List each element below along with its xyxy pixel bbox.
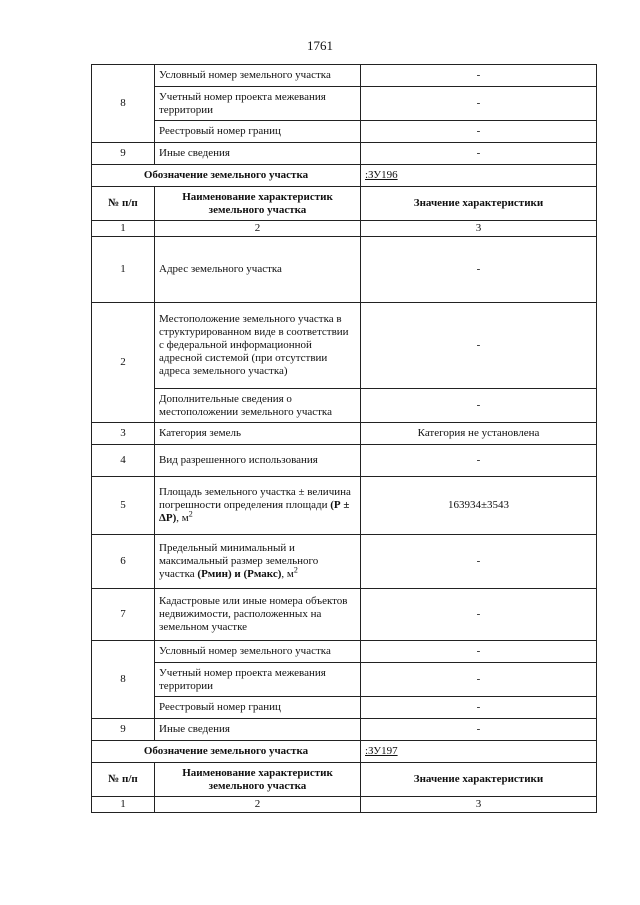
row-label: Условный номер земельного участка — [155, 641, 361, 663]
table-row — [92, 121, 597, 143]
unit-label: , м — [176, 512, 189, 524]
row-number: 1 — [92, 237, 155, 303]
row-label — [155, 477, 361, 535]
row-label: Кадастровые или иные номера объектов недвижимости, расположенных на земельном участке — [155, 589, 361, 641]
row-value: Категория не установлена — [361, 423, 597, 445]
table-row — [92, 389, 597, 423]
unit-superscript: 2 — [293, 565, 298, 575]
header-characteristic: Наименование характеристик земельного участка — [155, 187, 361, 221]
page-number: 1761 — [307, 38, 333, 53]
row-value: - — [361, 389, 597, 423]
header-value: Значение характеристики — [361, 763, 597, 797]
row-label — [155, 535, 361, 589]
row-label: Категория земель — [155, 423, 361, 445]
designation-label: Обозначение земельного участка — [92, 165, 361, 187]
row-value: 163934±3543 — [361, 477, 597, 535]
header-number: № п/п — [92, 763, 155, 797]
table-row — [92, 303, 597, 389]
unit-label: , м — [281, 568, 294, 580]
row-label: Учетный номер проекта межевания территории — [155, 87, 361, 121]
row-number: 9 — [92, 143, 155, 165]
row-value: - — [361, 663, 597, 697]
row-value: - — [361, 719, 597, 741]
designation-row — [92, 741, 597, 763]
row-label: Условный номер земельного участка — [155, 65, 361, 87]
row-label: Адрес земельного участка — [155, 237, 361, 303]
designation-value: :ЗУ196 — [361, 165, 597, 187]
row-label: Иные сведения — [155, 719, 361, 741]
table-row — [92, 143, 597, 165]
row-label-main: Площадь земельного участка ± величина погрешности определения площади — [159, 486, 351, 511]
row-label: Учетный номер проекта межевания территории — [155, 663, 361, 697]
row-number: 8 — [92, 641, 155, 719]
column-number: 3 — [361, 797, 597, 813]
row-value: - — [361, 121, 597, 143]
row-value: - — [361, 303, 597, 389]
row-number: 3 — [92, 423, 155, 445]
row-value: - — [361, 237, 597, 303]
table-row — [92, 589, 597, 641]
header-number: № п/п — [92, 187, 155, 221]
column-number: 3 — [361, 221, 597, 237]
designation-label: Обозначение земельного участка — [92, 741, 361, 763]
row-label: Иные сведения — [155, 143, 361, 165]
row-value: - — [361, 697, 597, 719]
row-number: 9 — [92, 719, 155, 741]
header-value: Значение характеристики — [361, 187, 597, 221]
table-row — [92, 237, 597, 303]
row-label: Реестровый номер границ — [155, 697, 361, 719]
designation-value: :ЗУ197 — [361, 741, 597, 763]
row-label: Вид разрешенного использования — [155, 445, 361, 477]
row-label: Реестровый номер границ — [155, 121, 361, 143]
row-number: 5 — [92, 477, 155, 535]
designation-row — [92, 165, 597, 187]
table-row — [92, 641, 597, 663]
area-formula: (Р ± ΔР) — [159, 499, 350, 524]
table-row — [92, 535, 597, 589]
row-value: - — [361, 589, 597, 641]
table-row — [92, 423, 597, 445]
row-label: Дополнительные сведения о местоположении земельного участка — [155, 389, 361, 423]
unit-superscript: 2 — [188, 509, 193, 519]
column-number: 2 — [155, 221, 361, 237]
row-number: 7 — [92, 589, 155, 641]
size-formula: (Рмин) и (Рмакс) — [197, 568, 282, 580]
row-number: 4 — [92, 445, 155, 477]
column-number: 1 — [92, 797, 155, 813]
column-numbering-row — [92, 221, 597, 237]
table-row — [92, 663, 597, 697]
row-value: - — [361, 641, 597, 663]
column-number: 1 — [92, 221, 155, 237]
row-value: - — [361, 535, 597, 589]
row-number: 8 — [92, 65, 155, 143]
row-value: - — [361, 143, 597, 165]
table-row — [92, 65, 597, 87]
table-row — [92, 87, 597, 121]
row-label-main: Предельный минимальный и максимальный размер земельного участка — [159, 542, 319, 580]
column-numbering-row — [92, 797, 597, 813]
land-plot-table — [91, 64, 597, 813]
row-value: - — [361, 65, 597, 87]
row-value: - — [361, 87, 597, 121]
table-row — [92, 445, 597, 477]
table-row — [92, 477, 597, 535]
row-value: - — [361, 445, 597, 477]
header-row — [92, 763, 597, 797]
table-row — [92, 719, 597, 741]
table-row — [92, 697, 597, 719]
row-number: 6 — [92, 535, 155, 589]
header-row — [92, 187, 597, 221]
row-label: Местоположение земельного участка в структурированном виде в соответствии с федеральной информационной адресной системой (при отсутствии адреса земельного участка) — [155, 303, 361, 389]
column-number: 2 — [155, 797, 361, 813]
row-number: 2 — [92, 303, 155, 423]
header-characteristic: Наименование характеристик земельного участка — [155, 763, 361, 797]
